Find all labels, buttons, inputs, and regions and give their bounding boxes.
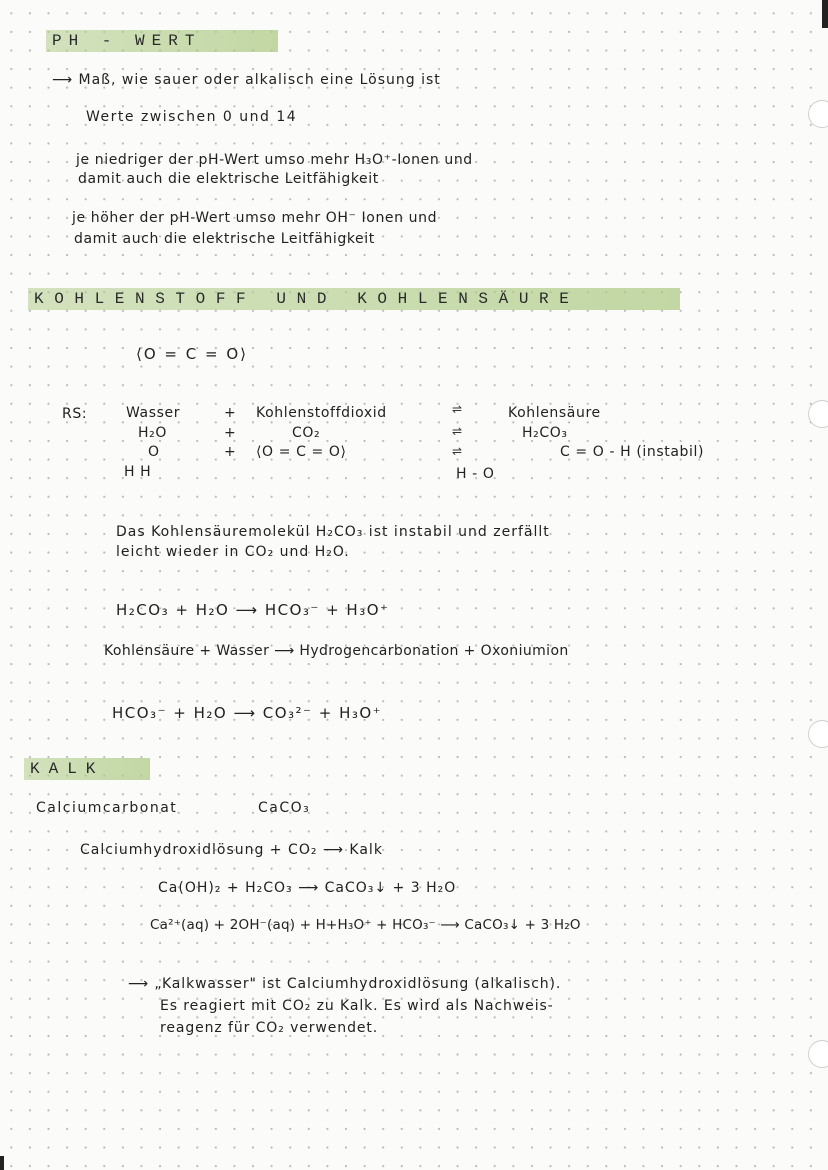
rs-row2-co2: CO₂ <box>292 425 321 441</box>
rs-row3-plus: + <box>224 444 237 460</box>
rs-row1-water: Wasser <box>126 405 181 421</box>
rs-row3-oxygen: O <box>148 444 160 460</box>
equilibrium-arrow-icon: ⇌ <box>452 444 462 458</box>
equation-2: HCO₃⁻ + H₂O ⟶ CO₃²⁻ + H₃O⁺ <box>112 704 383 722</box>
corner-mark <box>0 1156 4 1170</box>
kalk-line1: Calciumhydroxidlösung + CO₂ ⟶ Kalk <box>80 842 383 858</box>
ring-hole <box>808 1040 828 1068</box>
equilibrium-arrow-icon: ⇌ <box>452 424 462 438</box>
rs-row4-hydrogens: H H <box>124 464 152 480</box>
ring-hole <box>808 100 828 128</box>
co2-structure: ⟨O = C = O⟩ <box>136 345 248 363</box>
rs-row2-water: H₂O <box>138 425 167 441</box>
ph-low-line1: je niedriger der pH-Wert umso mehr H₃O⁺-Ionen und <box>76 152 473 168</box>
kalk-line3: Ca²⁺(aq) + 2OH⁻(aq) + H+H₃O⁺ + HCO₃⁻ ⟶ CaCO₃↓ + 3 H₂O <box>150 917 581 933</box>
ph-low-line2: damit auch die elektrische Leitfähigkeit <box>78 171 379 187</box>
rs-row1-co2-word: Kohlenstoffdioxid <box>256 405 387 421</box>
ph-high-line1: je höher der pH-Wert umso mehr OH⁻ Ionen und <box>72 210 438 226</box>
calciumcarbonat-label: Calciumcarbonat <box>36 800 178 816</box>
binder-mark <box>822 0 828 28</box>
ph-high-line2: damit auch die elektrische Leitfähigkeit <box>74 231 375 247</box>
rs-row1-acid-word: Kohlensäure <box>508 405 601 421</box>
rs-row1-plus: + <box>224 405 237 421</box>
note-line1: Das Kohlensäuremolekül H₂CO₃ ist instabil und zerfällt <box>116 524 550 540</box>
kalk-note-line1: ⟶ „Kalkwasser" ist Calciumhydroxidlösung (alkalisch). <box>128 976 562 992</box>
rs-row4-oh: H - O <box>456 466 495 482</box>
heading-kalk: KALK <box>24 758 150 780</box>
kalk-note-line2: Es reagiert mit CO₂ zu Kalk. Es wird als Nachweis- <box>160 998 554 1014</box>
equation-1-words: Kohlensäure + Wasser ⟶ Hydrogencarbonation + Oxoniumion <box>104 643 569 659</box>
rs-label: RS: <box>62 406 88 422</box>
ph-range: Werte zwischen 0 und 14 <box>86 109 298 125</box>
rs-row3-co2-structure: ⟨O = C = O⟩ <box>256 444 347 460</box>
kalk-note-line3: reagenz für CO₂ verwendet. <box>160 1020 379 1036</box>
calciumcarbonat-formula: CaCO₃ <box>258 800 311 816</box>
rs-row3-acid-structure: C = O - H (instabil) <box>560 444 705 460</box>
ring-hole <box>808 400 828 428</box>
equilibrium-arrow-icon: ⇌ <box>452 402 462 416</box>
note-line2: leicht wieder in CO₂ und H₂O. <box>116 544 350 560</box>
ring-hole <box>808 720 828 748</box>
rs-row2-plus: + <box>224 425 237 441</box>
ph-definition: ⟶ Maß, wie sauer oder alkalisch eine Lösung ist <box>52 72 441 88</box>
rs-row2-acid: H₂CO₃ <box>522 425 568 441</box>
equation-1: H₂CO₃ + H₂O ⟶ HCO₃⁻ + H₃O⁺ <box>116 601 390 619</box>
kalk-line2: Ca(OH)₂ + H₂CO₃ ⟶ CaCO₃↓ + 3 H₂O <box>158 880 457 896</box>
heading-kohlenstoff: KOHLENSTOFF UND KOHLENSÄURE <box>28 288 680 310</box>
heading-ph-wert: PH - WERT <box>46 30 278 52</box>
